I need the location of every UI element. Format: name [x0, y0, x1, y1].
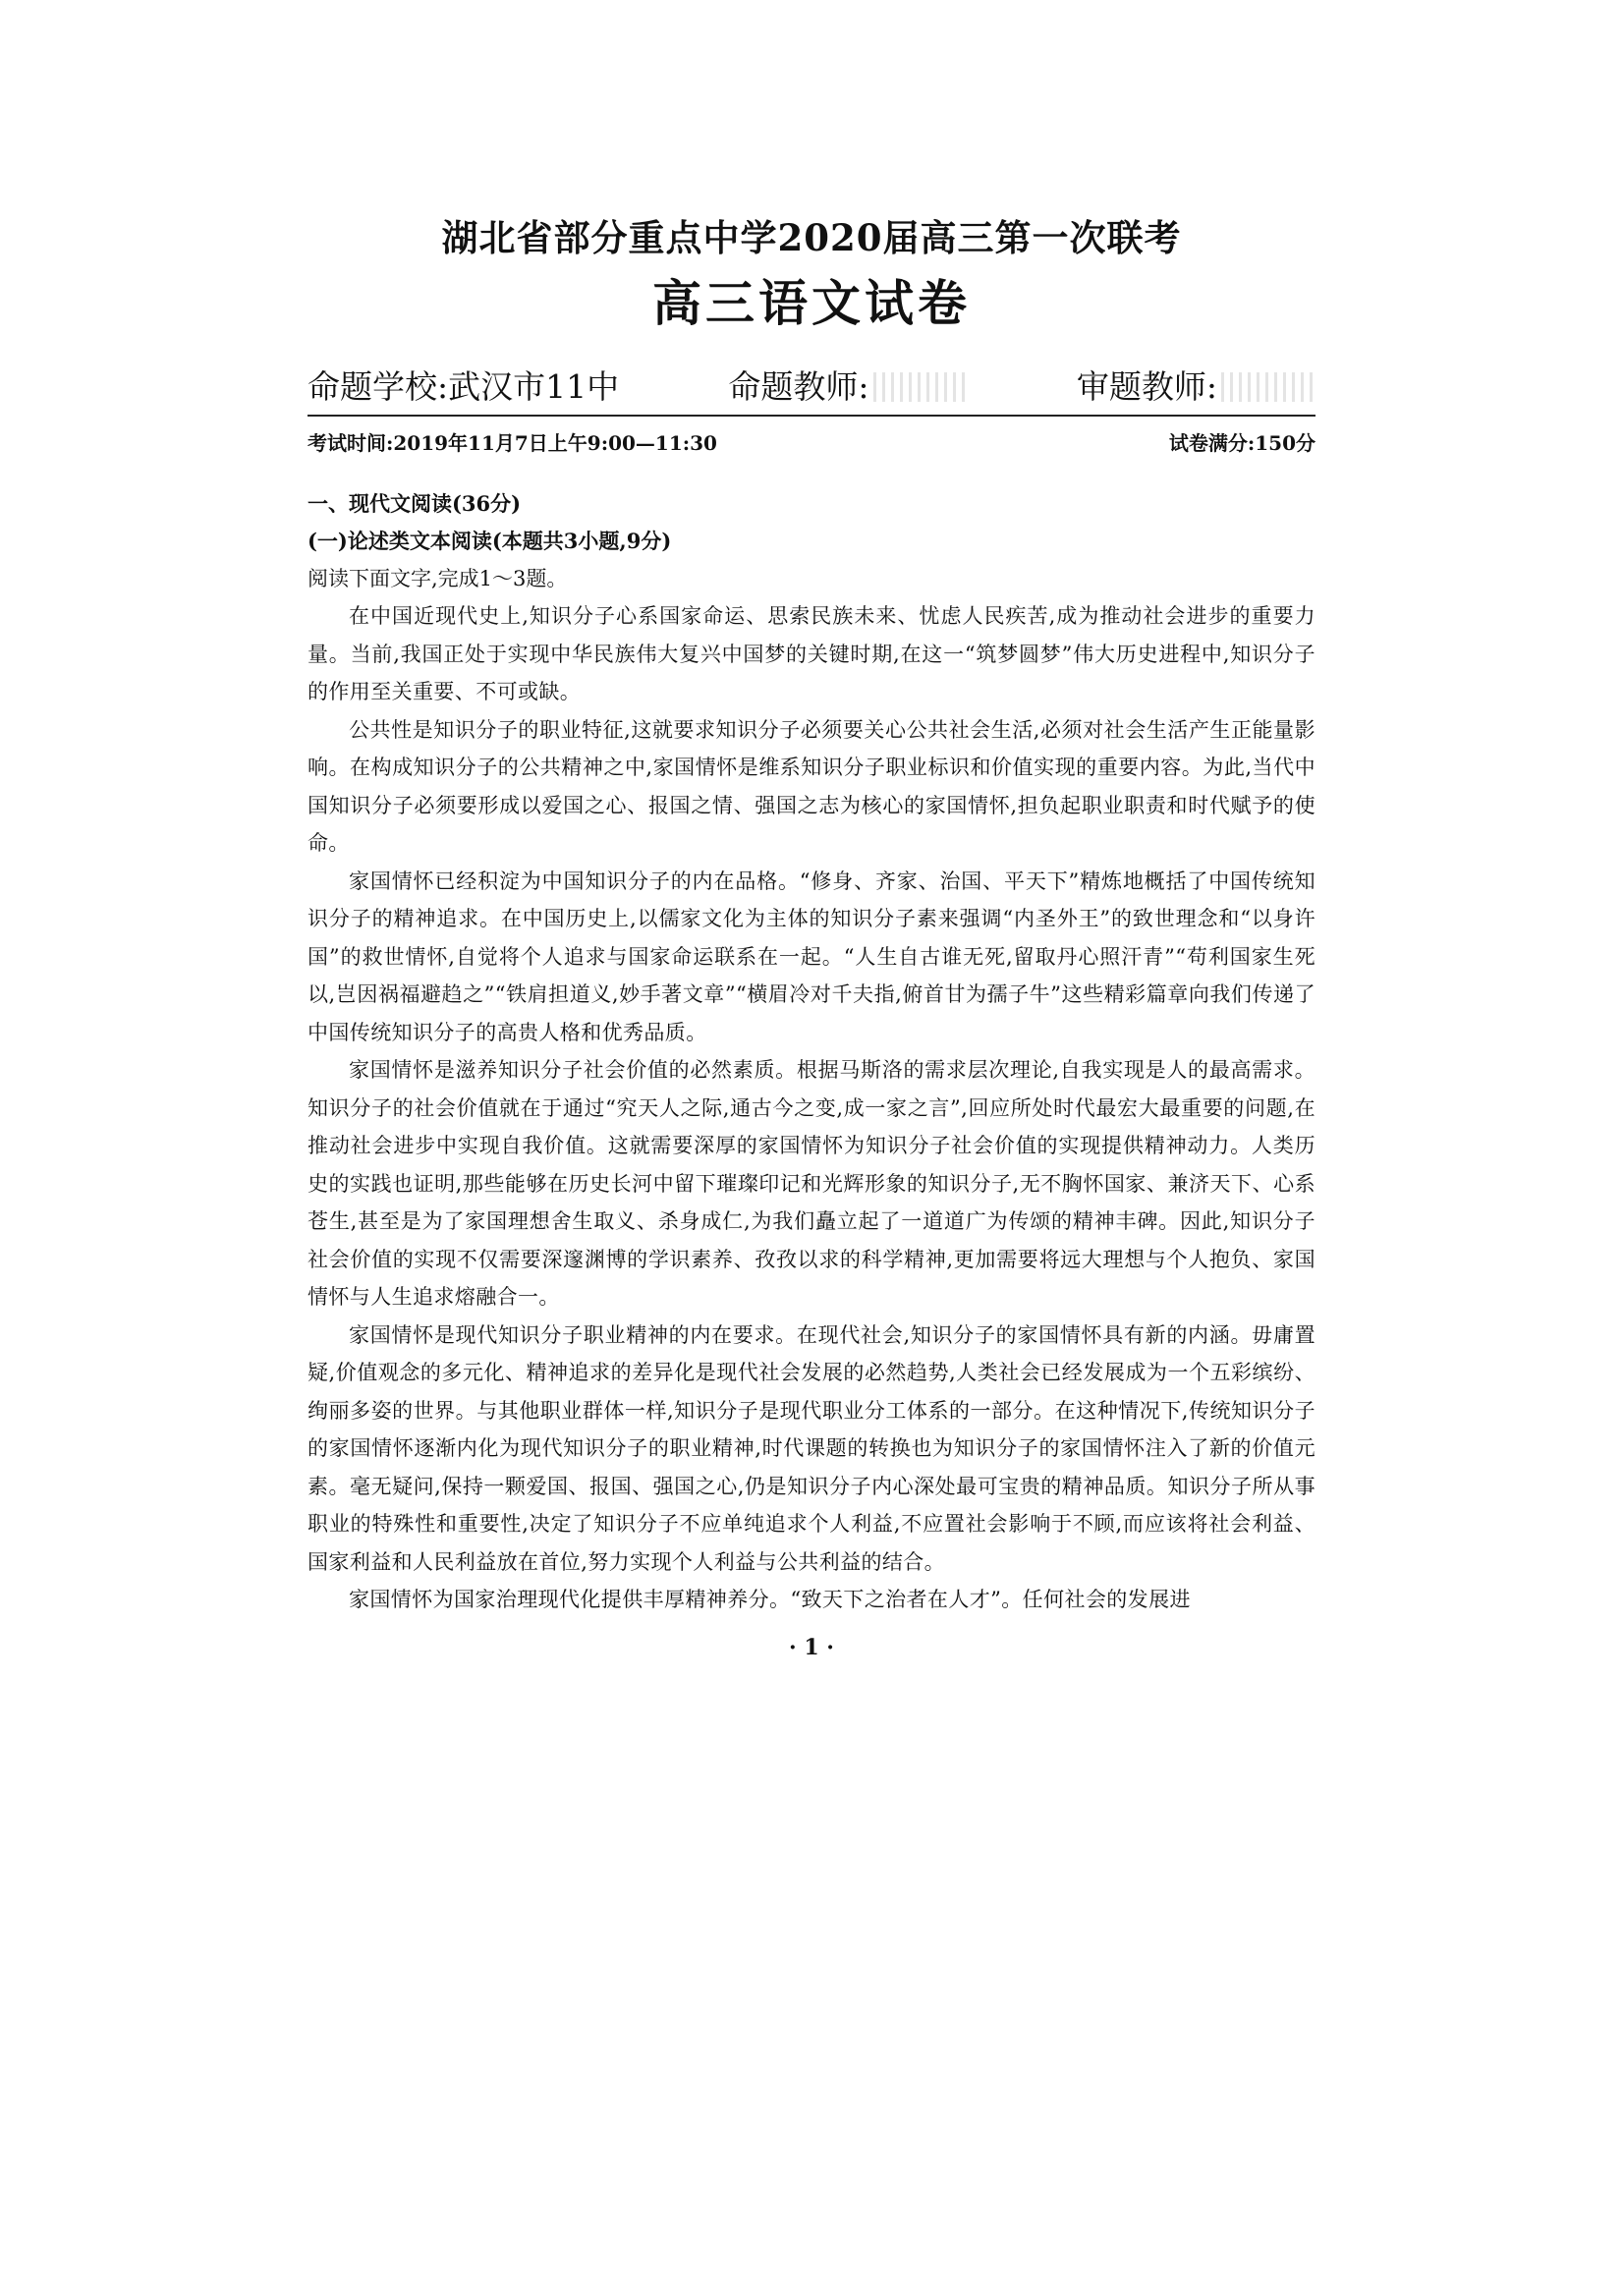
setter-info-row [308, 365, 1315, 409]
exam-title: 湖北省部分重点中学2020届高三第一次联考 [441, 216, 1182, 259]
section-heading: 一、现代文阅读(36分) [308, 491, 522, 516]
reading-instruction: 阅读下面文字,完成1～3题。 [308, 567, 568, 590]
redacted-name-mark [1221, 372, 1315, 402]
page-number: · 1 · [789, 1635, 834, 1660]
exam-info-row [308, 426, 1315, 460]
setter-teacher [728, 365, 967, 409]
reading-passage [308, 597, 1315, 1619]
header-divider [308, 415, 1315, 417]
passage-paragraph: 家国情怀为国家治理现代化提供丰厚精神养分。“致天下之治者在人才”。任何社会的发展进 [349, 1588, 1191, 1611]
exam-time: 考试时间:2019年11月7日上午9:00—11:30 [308, 431, 717, 455]
setter-teacher-label: 命题教师: [728, 367, 869, 406]
full-score: 试卷满分:150分 [1168, 431, 1315, 455]
passage-paragraph: 公共性是知识分子的职业特征,这就要求知识分子必须要关心公共社会生活,必须对社会生活产生正能量影响。在构成知识分子的公共精神之中,家国情怀是维系知识分子职业标识和价值实现的重要内容。为此,当代中国知识分子必须要形成以爱国之心、报国之情、强国之志为核心的家国情怀,担负起职业职责和时代赋予的使命。 [308, 717, 1315, 855]
paper-subtitle: 高三语文试卷 [652, 274, 971, 332]
reviewer-teacher-label: 审题教师: [1076, 367, 1217, 406]
setting-school: 命题学校:武汉市11中 [308, 367, 620, 406]
passage-paragraph: 在中国近现代史上,知识分子心系国家命运、思索民族未来、忧虑人民疾苦,成为推动社会进步的重要力量。当前,我国正处于实现中华民族伟大复兴中国梦的关键时期,在这一“筑梦圆梦”伟大历史进程中,知识分子的作用至关重要、不可或缺。 [308, 604, 1315, 703]
passage-paragraph: 家国情怀是现代知识分子职业精神的内在要求。在现代社会,知识分子的家国情怀具有新的内涵。毋庸置疑,价值观念的多元化、精神追求的差异化是现代社会发展的必然趋势,人类社会已经发展成为一个五彩缤纷、绚丽多姿的世界。与其他职业群体一样,知识分子是现代职业分工体系的一部分。在这种情况下,传统知识分子的家国情怀逐渐内化为现代知识分子的职业精神,时代课题的转换也为知识分子的家国情怀注入了新的价值元素。毫无疑问,保持一颗爱国、报国、强国之心,仍是知识分子内心深处最可宝贵的精神品质。知识分子所从事职业的特殊性和重要性,决定了知识分子不应单纯追求个人利益,不应置社会影响于不顾,而应该将社会利益、国家利益和人民利益放在首位,努力实现个人利益与公共利益的结合。 [308, 1322, 1315, 1574]
reviewer-teacher [1077, 365, 1315, 409]
passage-paragraph: 家国情怀是滋养知识分子社会价值的必然素质。根据马斯洛的需求层次理论,自我实现是人的最高需求。知识分子的社会价值就在于通过“究天人之际,通古今之变,成一家之言”,回应所处时代最宏大最重要的问题,在推动社会进步中实现自我价值。这就需要深厚的家国情怀为知识分子社会价值的实现提供精神动力。人类历史的实践也证明,那些能够在历史长河中留下璀璨印记和光辉形象的知识分子,无不胸怀国家、兼济天下、心系苍生,甚至是为了家国理想舍生取义、杀身成仁,为我们矗立起了一道道广为传颂的精神丰碑。因此,知识分子社会价值的实现不仅需要深邃渊博的学识素养、孜孜以求的科学精神,更加需要将远大理想与个人抱负、家国情怀与人生追求熔融合一。 [308, 1058, 1315, 1309]
passage-paragraph: 家国情怀已经积淀为中国知识分子的内在品格。“修身、齐家、治国、平天下”精炼地概括了中国传统知识分子的精神追求。在中国历史上,以儒家文化为主体的知识分子素来强调“内圣外王”的致世理念和“以身许国”的救世情怀,自觉将个人追求与国家命运联系在一起。“人生自古谁无死,留取丹心照汗青”“苟利国家生死以,岂因祸福避趋之”“铁肩担道义,妙手著文章”“横眉冷对千夫指,俯首甘为孺子牛”这些精彩篇章向我们传递了中国传统知识分子的高贵人格和优秀品质。 [308, 868, 1315, 1044]
page-content [308, 210, 1315, 1619]
sub-section-heading: (一)论述类文本阅读(本题共3小题,9分) [308, 529, 672, 553]
redacted-name-mark [873, 372, 968, 402]
